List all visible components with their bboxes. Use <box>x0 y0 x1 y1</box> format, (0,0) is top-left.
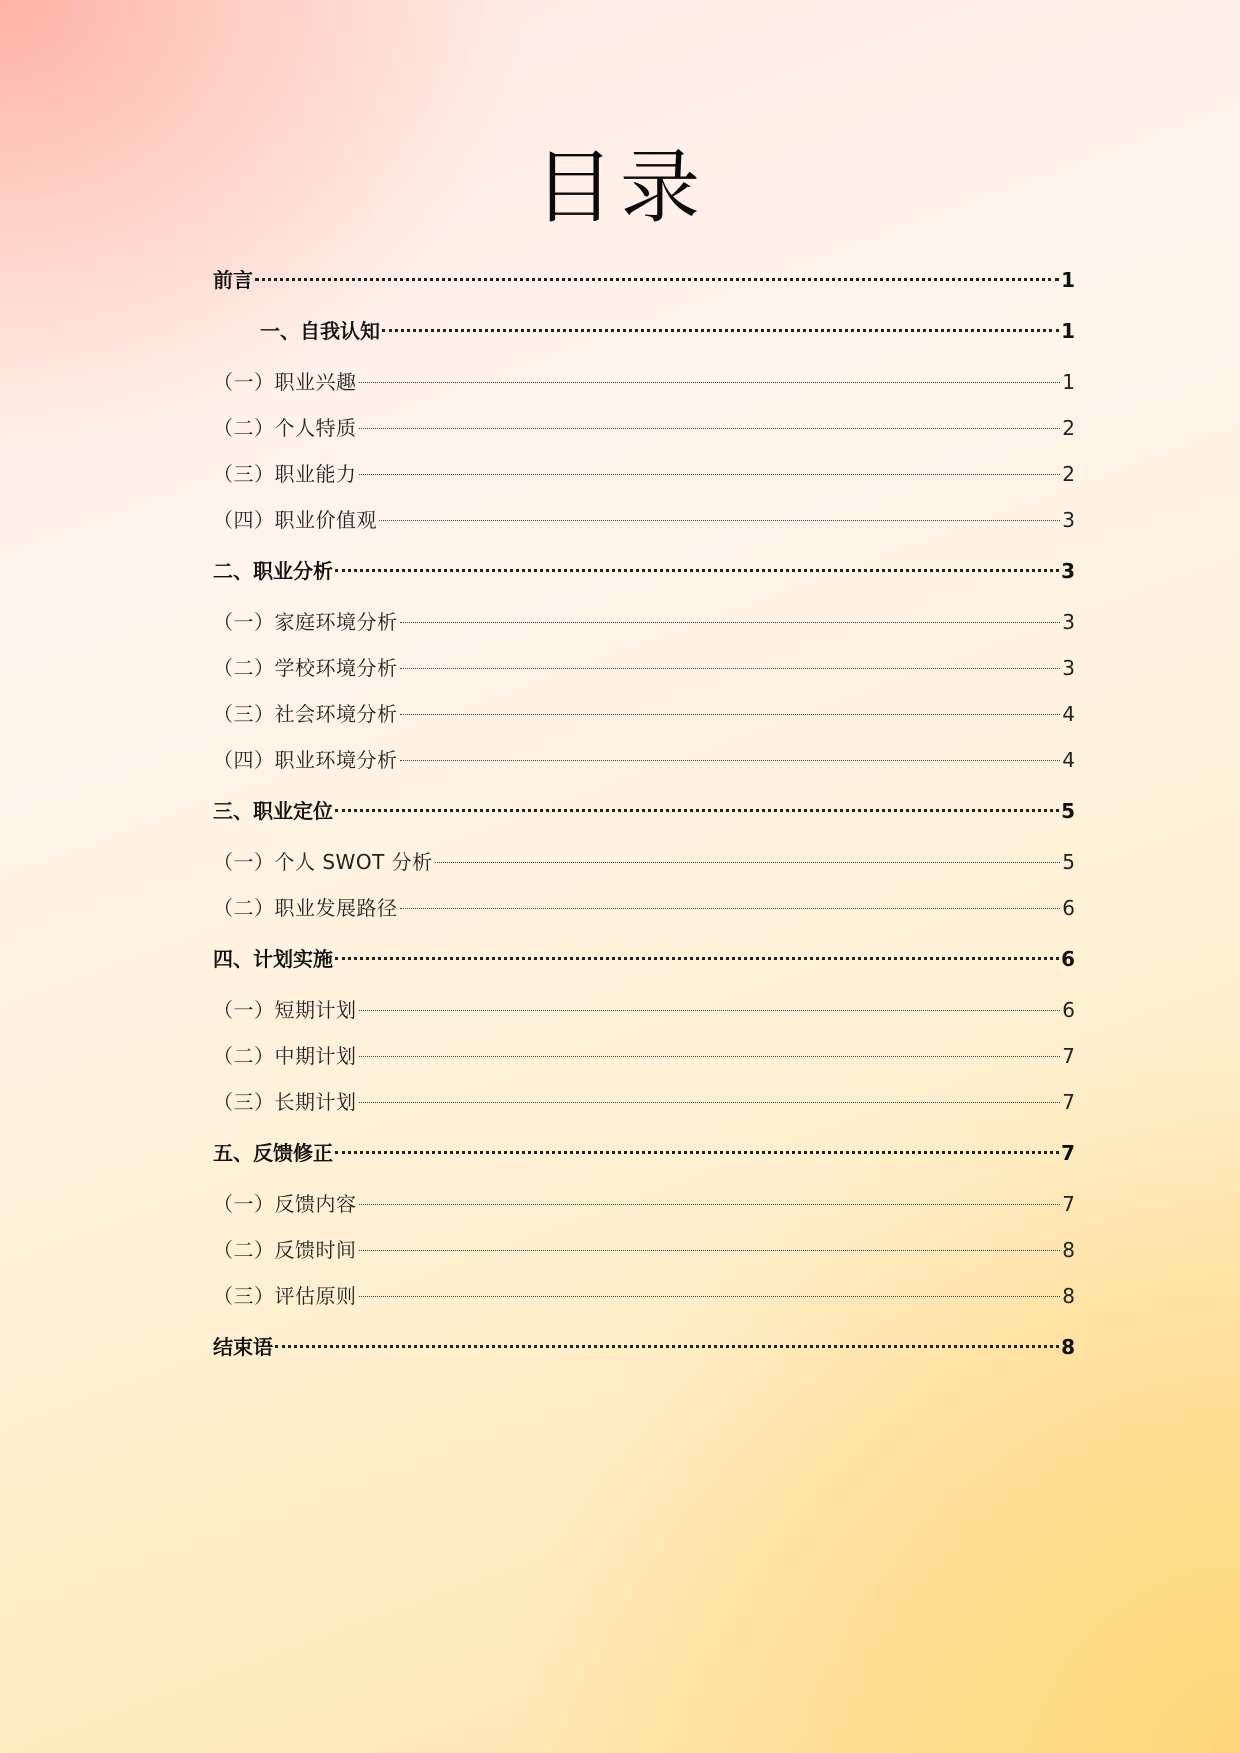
toc-page-number: 6 <box>1062 998 1075 1022</box>
toc-entry-label: （一）职业兴趣 <box>213 370 357 394</box>
toc-entry-label: （二）个人特质 <box>213 416 357 440</box>
dot-leader <box>335 957 1059 960</box>
toc-page-number: 2 <box>1062 416 1075 440</box>
toc-page-number: 4 <box>1062 748 1075 772</box>
toc-entry-label: （一）个人 SWOT 分析 <box>213 850 433 874</box>
toc-page-number: 1 <box>1061 319 1075 343</box>
toc-entry[interactable] <box>213 551 1075 591</box>
dot-leader <box>359 474 1061 475</box>
toc-page-number: 5 <box>1061 799 1075 823</box>
toc-entry[interactable] <box>213 311 1075 351</box>
dot-leader <box>379 520 1060 521</box>
dot-leader <box>359 428 1061 429</box>
toc-page-number: 3 <box>1062 610 1075 634</box>
toc-entry[interactable] <box>213 1082 1075 1122</box>
page-title: 目录 <box>534 141 706 234</box>
dot-leader <box>255 278 1059 281</box>
toc-page-number: 4 <box>1062 702 1075 726</box>
toc-entry-label: 三、职业定位 <box>213 799 333 823</box>
toc-entry-label: 结束语 <box>213 1335 273 1359</box>
toc-entry-label: 前言 <box>213 268 253 292</box>
dot-leader <box>359 1204 1061 1205</box>
toc-page-number: 6 <box>1061 947 1075 971</box>
dot-leader <box>435 862 1061 863</box>
toc-page-number: 7 <box>1062 1044 1075 1068</box>
toc-entry[interactable] <box>213 1133 1075 1173</box>
toc-entry[interactable] <box>213 888 1075 928</box>
dot-leader <box>359 1250 1061 1251</box>
toc-entry-label: （一）家庭环境分析 <box>213 610 398 634</box>
dot-leader <box>400 714 1061 715</box>
dot-leader <box>359 1010 1061 1011</box>
toc-entry[interactable] <box>213 1327 1075 1367</box>
toc-entry[interactable] <box>213 842 1075 882</box>
toc-entry[interactable] <box>213 939 1075 979</box>
toc-page-number: 8 <box>1062 1238 1075 1262</box>
toc-page-number: 1 <box>1062 370 1075 394</box>
toc-entry[interactable] <box>213 694 1075 734</box>
toc-entry[interactable] <box>213 740 1075 780</box>
toc-entry[interactable] <box>213 791 1075 831</box>
dot-leader <box>359 1102 1061 1103</box>
dot-leader <box>400 668 1061 669</box>
toc-entry[interactable] <box>213 362 1075 402</box>
dot-leader <box>335 569 1059 572</box>
toc-entry[interactable] <box>213 454 1075 494</box>
toc-entry[interactable] <box>213 260 1075 300</box>
toc-entry-label: （一）短期计划 <box>213 998 357 1022</box>
toc-entry-label: （三）评估原则 <box>213 1284 357 1308</box>
dot-leader <box>400 622 1061 623</box>
toc-entry[interactable] <box>213 1184 1075 1224</box>
toc-entry-label: （二）中期计划 <box>213 1044 357 1068</box>
toc-page-number: 8 <box>1062 1284 1075 1308</box>
toc-entry-label: 二、职业分析 <box>213 559 333 583</box>
toc-entry[interactable] <box>213 1230 1075 1270</box>
dot-leader <box>400 908 1061 909</box>
toc-entry-label: （三）职业能力 <box>213 462 357 486</box>
toc-entry[interactable] <box>213 1276 1075 1316</box>
toc-page-number: 1 <box>1061 268 1075 292</box>
toc-entry[interactable] <box>213 648 1075 688</box>
toc-entry-label: （二）学校环境分析 <box>213 656 398 680</box>
toc-entry[interactable] <box>213 408 1075 448</box>
toc-page-number: 6 <box>1062 896 1075 920</box>
toc-page-number: 8 <box>1061 1335 1075 1359</box>
toc-page-number: 3 <box>1062 508 1075 532</box>
table-of-contents <box>213 260 1075 1367</box>
toc-page-number: 7 <box>1062 1090 1075 1114</box>
toc-page-number: 3 <box>1062 656 1075 680</box>
toc-entry-label: （一）反馈内容 <box>213 1192 357 1216</box>
toc-page-number: 7 <box>1061 1141 1075 1165</box>
toc-page-number: 5 <box>1062 850 1075 874</box>
toc-page-number: 2 <box>1062 462 1075 486</box>
toc-entry[interactable] <box>213 500 1075 540</box>
toc-entry-label: 一、自我认知 <box>260 319 380 343</box>
dot-leader <box>335 809 1059 812</box>
toc-entry[interactable] <box>213 1036 1075 1076</box>
toc-page-number: 3 <box>1061 559 1075 583</box>
dot-leader <box>275 1345 1059 1348</box>
toc-entry-label: （四）职业环境分析 <box>213 748 398 772</box>
toc-entry[interactable] <box>213 602 1075 642</box>
toc-entry-label: （三）长期计划 <box>213 1090 357 1114</box>
toc-entry-label: （三）社会环境分析 <box>213 702 398 726</box>
dot-leader <box>335 1151 1059 1154</box>
toc-entry-label: （四）职业价值观 <box>213 508 377 532</box>
toc-entry[interactable] <box>213 990 1075 1030</box>
dot-leader <box>382 329 1059 332</box>
dot-leader <box>359 382 1061 383</box>
dot-leader <box>359 1056 1061 1057</box>
toc-entry-label: 四、计划实施 <box>213 947 333 971</box>
toc-entry-label: 五、反馈修正 <box>213 1141 333 1165</box>
toc-page-number: 7 <box>1062 1192 1075 1216</box>
dot-leader <box>400 760 1061 761</box>
toc-entry-label: （二）反馈时间 <box>213 1238 357 1262</box>
toc-entry-label: （二）职业发展路径 <box>213 896 398 920</box>
dot-leader <box>359 1296 1061 1297</box>
